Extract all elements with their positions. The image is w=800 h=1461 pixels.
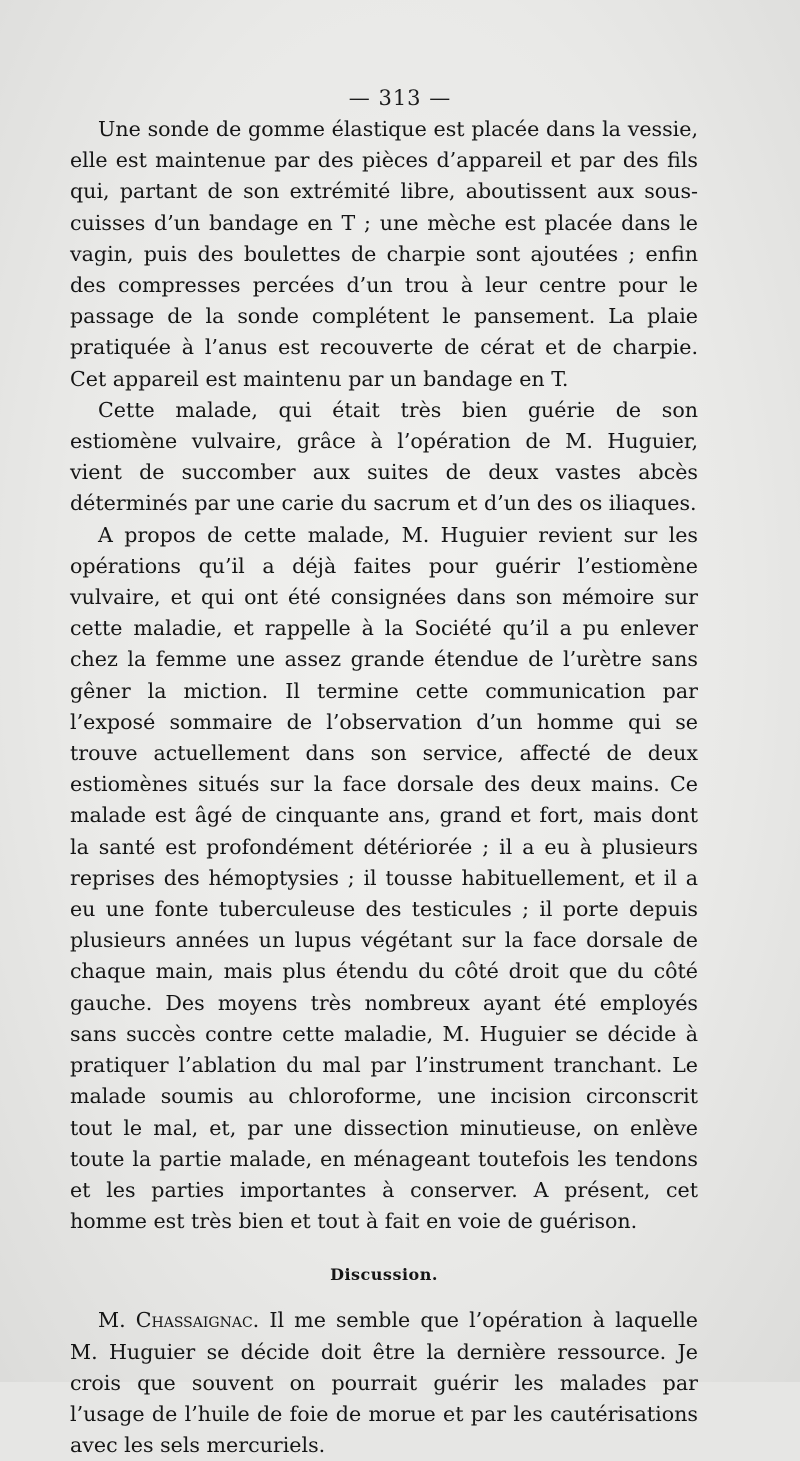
speaker-name: M. Chassaignac.: [98, 1308, 260, 1333]
discussion-text: Il me semble que l’opération à laquelle M. Huguier se décide doit être la dernière ressource. Je crois que souvent on pourrait guérir les malades par l’usage de l’huile de foie de morue et par les cautérisations avec les sels mercuriels.: [70, 1308, 698, 1458]
discussion-heading: Discussion.: [330, 1265, 438, 1285]
paragraph-huguier-communication: A propos de cette malade, M. Huguier revient sur les opérations qu’il a déjà faites pour guérir l’estiomène vulvaire, et qui ont été consignées dans son mémoire sur cette maladie, et rappelle à la Société qu’il a pu enlever chez la femme une assez grande étendue de l’urètre sans gêner la miction. Il termine cette communication par l’exposé sommaire de l’observation d’un homme qui se trouve actuellement dans son service, affecté de deux estiomènes situés sur la face dorsale des deux mains. Ce malade est âgé de cinquante ans, grand et fort, mais dont la santé est profondément détériorée ; il a eu à plusieurs reprises des hémoptysies ; il tousse habituellement, et il a eu une fonte tuberculeuse des testicules ; il porte depuis plusieurs années un lupus végétant sur la face dorsale de chaque main, mais plus étendu du côté droit que du côté gauche. Des moyens très nombreux ayant été employés sans succès contre cette maladie, M. Huguier se décide à pratiquer l’ablation du mal par l’instrument tranchant. Le malade soumis au chloroforme, une incision circonscrit tout le mal, et, par une dissection minutieuse, on enlève toute la partie malade, en ménageant toutefois les tendons et les parties importantes à conserver. A présent, cet homme est très bien et tout à fait en voie de guérison.: [70, 522, 698, 1234]
page-number: — 313 —: [348, 86, 452, 110]
paragraph-discussion: [70, 1305, 698, 1461]
paragraph-patient-outcome: Cette malade, qui était très bien guérie de son estiomène vulvaire, grâce à l’opération de M. Huguier, vient de succomber aux suites de deux vastes abcès déterminés par une carie du sacrum et d’un des os iliaques.: [70, 397, 698, 516]
body-text: [70, 114, 698, 1461]
paragraph-dressing: Une sonde de gomme élastique est placée dans la vessie, elle est maintenue par des pièces d’appareil et par des fils qui, partant de son extrémité libre, aboutissent aux sous-cuisses d’un bandage en T ; une mèche est placée dans le vagin, puis des boulettes de charpie sont ajoutées ; enfin des compresses percées d’un trou à leur centre pour le passage de la sonde complétent le pansement. La plaie pratiquée à l’anus est recouverte de cérat et de charpie. Cet appareil est maintenu par un bandage en T.: [70, 117, 698, 391]
